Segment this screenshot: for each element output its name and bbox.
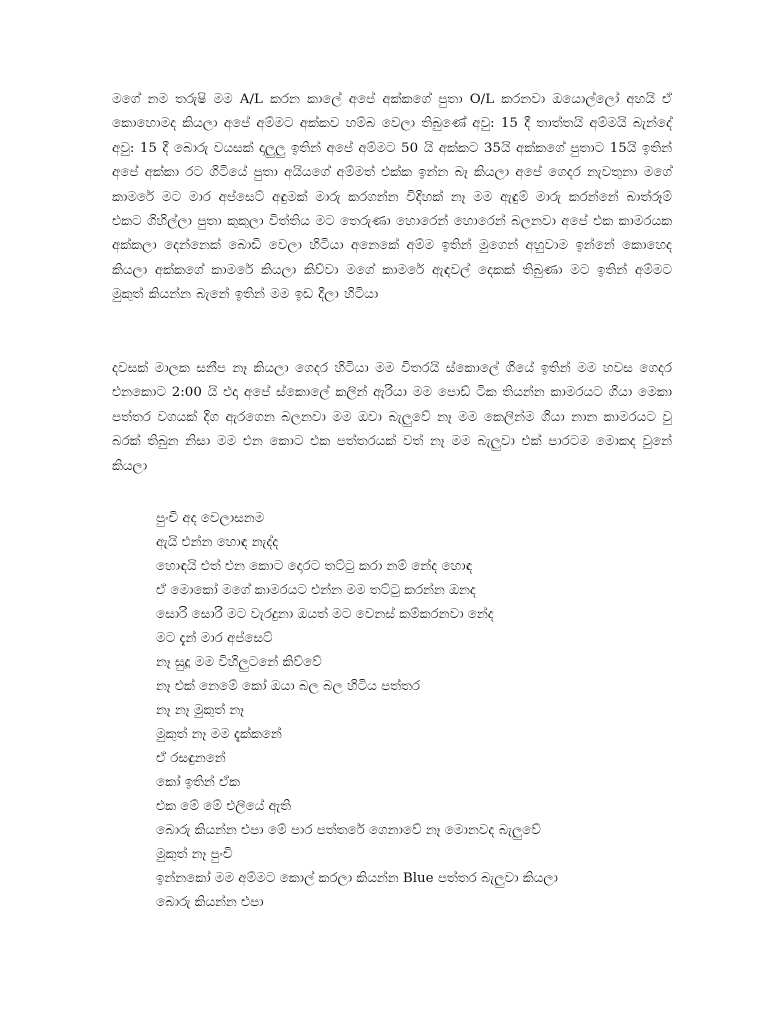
dialogue-line: එක මේ මේ එලියේ ඇති bbox=[156, 799, 291, 814]
paragraph-2: දවසක් මාලක සනීප නෑ කියලා ගෙදර හිටියා මම විතරයි ස්කොලේ ගියේ ඉතින් මම හවස ගෙදර එනකොට 2:00 යි එදා අපේ ස්කොලේ කලින් ඇරියා මම පොඩ් ටික තියන්න කාමරයට ගියා මෙකා පත්තර වගයක් දිග ඇරගෙන බලනවා මම ඔවා බැලුවේ නෑ මම කෙලින්ම ගියා නාන කාමරයට වු බරක් තිබුන නිසා මම එන කොට එක පත්තරයක් වත් නෑ මම බැලුවා එක් පාරටම මොකද වුනේ කියලා bbox=[112, 361, 672, 474]
dialogue-line: මට දැන් මාර අප්සෙට් bbox=[156, 631, 273, 646]
dialogue-line: බොරු කියන්න එපා මේ පාර පත්තරේ ගෙනාවේ නෑ මොනවද බැලුවේ bbox=[156, 823, 541, 838]
paragraph-1: මගේ නම තරුෂි මම A/L කරන කාලේ අපේ අක්කගේ පුතා O/L කරනවා ඔයොල්ලෝ අහයි ඒ කොහොමද කියලා අපේ අම්මට අක්කව හම්බ වෙලා තිබුණේ අවු: 15 දී තාත්තයි අම්මයි බැන්දේ අවු: 15 දී බොරු වයසක් දාලුලු ඉතින් අපේ අම්මට 50 යි අක්කට 35යි අක්කගේ පුතාට 15යි ඉතින් අපේ අක්කා රට ගිටියේ පුතා අයියගේ අම්මත් එක්ක ඉන්න බෑ කියලා අපේ ගෙදර නැවතුනා මගේ කාමරේ මට මාර අප්සෙට් අඳුමක් මාරු කරගන්න විදිහක් නෑ මම ඇඳුම් මාරු කරන්නේ බාත්රූම් එකට ගිහිල්ලා පුතා කුකුලා විත්තිය මට තෙරුණා හොරෙන් හොරෙන් බලනවා අපේ එක කාමරයක අක්කලා දෙන්නෙක් බොඩි වෙලා හිටියා අනෙකේ අම්ම ඉතින් මුගෙන් අහුවාම ඉන්නේ කොහෙද කියලා අක්කගේ කාමරේ කියලා කිව්වා මගේ කාමරේ ඇඳවල් දෙකක් තිබුණා මට ඉතින් අම්මට මුකුත් කියන්න බැනේ ඉතින් මම ඉඩ දීලා හිටියා bbox=[112, 92, 672, 303]
dialogue-line: ඉන්නකෝ මම අම්මට කොල් කරලා කියන්න Blue පත්තර බැලුවා කියලා bbox=[156, 871, 558, 886]
dialogue-list bbox=[156, 507, 676, 915]
dialogue-line: පුංචි අද වෙලාසනම bbox=[156, 511, 265, 526]
dialogue-line: ඒ මොකෝ මගේ කාමරයට එන්න මම තට්ටු කරන්න ඔනද bbox=[156, 583, 476, 598]
dialogue-line: හොඳයි එත් එන කොට දොරට තට්ටු කරා නම් නේද හොඳ bbox=[156, 559, 473, 574]
dialogue-line: කෝ ඉතින් ඒක bbox=[156, 775, 240, 790]
dialogue-line: ඒ රසඳුනනේ bbox=[156, 751, 226, 766]
dialogue-line: බොරු කියන්න එපා bbox=[156, 895, 264, 910]
dialogue-line: සොරි සොරි මට වැරදුනා ඔයත් මට වෙනස් කම්කරනවා නේද bbox=[156, 607, 494, 622]
dialogue-line: මුකුත් නෑ පුංචි bbox=[156, 847, 233, 862]
dialogue-line: නෑ නෑ මුකුත් නෑ bbox=[156, 703, 244, 718]
dialogue-line: මුකුත් නෑ මම දැක්කනේ bbox=[156, 727, 282, 742]
dialogue-line: ඇයි එන්න හොඳ නැද්ද bbox=[156, 535, 279, 550]
dialogue-line: නෑ සුදූ මම විහිලුටනේ කිව්වේ bbox=[156, 655, 322, 670]
dialogue-line: නෑ එක් නෙමේ කෝ ඔයා බල බල හිටිය පත්තර bbox=[156, 679, 420, 694]
